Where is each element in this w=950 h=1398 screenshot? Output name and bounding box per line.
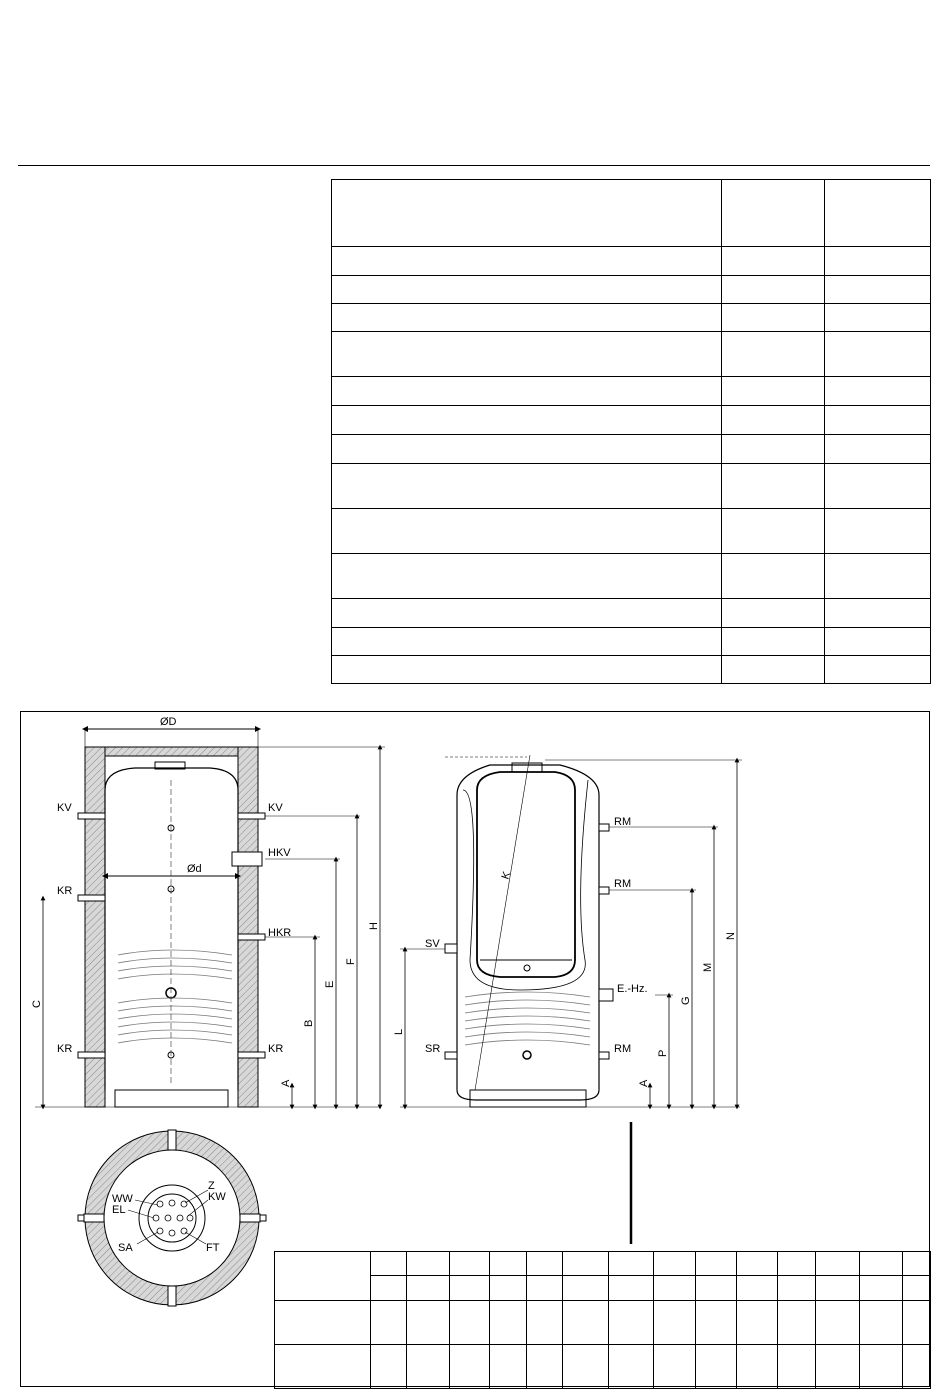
table-row — [275, 1252, 931, 1276]
dimension-table — [274, 1251, 931, 1389]
inner-diameter-label: Ød — [187, 863, 202, 875]
rm-middle-label: RM — [614, 878, 632, 890]
sa-label: SA — [118, 1242, 133, 1254]
dim-l-label: L — [393, 1028, 405, 1035]
sv-label: SV — [425, 938, 440, 950]
dim-n-label: N — [725, 932, 737, 940]
kr-lower-left-label: KR — [57, 1043, 73, 1055]
hkr-label: HKR — [268, 927, 292, 939]
electric-heater-label: E.-Hz. — [617, 983, 648, 995]
dim-c-label: C — [31, 1000, 43, 1008]
ft-label: FT — [206, 1242, 220, 1254]
left-tank-view — [78, 729, 265, 1107]
dim-a-right-label: A — [638, 1079, 650, 1087]
dim-k-label: K — [499, 870, 514, 882]
ww-label: WW — [112, 1193, 133, 1205]
dim-b-label: B — [303, 1019, 315, 1027]
dim-h-label: H — [368, 922, 380, 930]
rm-lower-label: RM — [614, 1043, 632, 1055]
el-label: EL — [112, 1204, 126, 1216]
kr-upper-label: KR — [57, 885, 73, 897]
table-row — [275, 1276, 931, 1301]
dim-f-label: F — [345, 958, 357, 965]
dim-g-label: G — [680, 996, 692, 1005]
sr-label: SR — [425, 1043, 441, 1055]
kv-right-label: KV — [268, 802, 283, 814]
kr-lower-right-label: KR — [268, 1043, 284, 1055]
rm-upper-label: RM — [614, 816, 632, 828]
z-label: Z — [208, 1180, 215, 1192]
dim-a-left-label: A — [280, 1079, 292, 1087]
hkv-label: HKV — [268, 847, 291, 859]
table-row — [275, 1345, 931, 1389]
kw-label: KW — [208, 1191, 226, 1203]
right-tank-view — [445, 755, 613, 1107]
dim-p-label: P — [657, 1049, 669, 1057]
dim-m-label: M — [702, 962, 714, 972]
table-row — [275, 1301, 931, 1345]
dim-e-label: E — [324, 980, 336, 988]
top-view — [78, 1130, 266, 1306]
kv-left-label: KV — [57, 802, 72, 814]
outer-diameter-label: ØD — [160, 716, 177, 728]
